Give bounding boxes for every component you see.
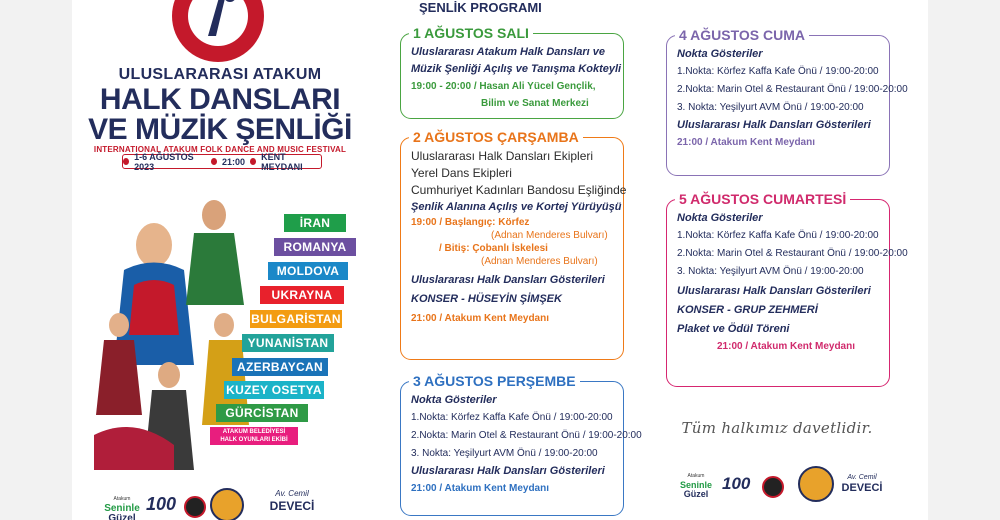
poster-date-bar [122, 151, 322, 172]
municipality-seal-icon [210, 488, 244, 520]
day4-line3: 2.Nokta: Marin Otel & Restaurant Önü / 19:00-20:00 [677, 84, 908, 95]
centenary-logo [146, 494, 176, 515]
day3-line3: 2.Nokta: Marin Otel & Restaurant Önü / 19:00-20:00 [411, 430, 642, 441]
day2-line4: Şenlik Alanına Açılış ve Kortej Yürüyüşü [411, 201, 622, 213]
country-azerbaycan: AZERBAYCAN [232, 358, 328, 376]
seninle-guzel-logo [100, 494, 144, 520]
day2-line6: (Adnan Menderes Bulvarı) [491, 230, 608, 241]
seninle-small-line1: Atakum [687, 473, 705, 479]
day3-line1: Nokta Gösteriler [411, 394, 497, 406]
country-yunanistan: YUNANİSTAN [242, 334, 334, 352]
day4-title: 4 AĞUSTOS CUMA [675, 26, 809, 44]
country-moldova: MOLDOVA [268, 262, 348, 280]
ekip-line2: HALK OYUNLARI EKİBİ [220, 437, 288, 443]
day2-title: 2 AĞUSTOS ÇARŞAMBA [409, 128, 583, 146]
ekip-line1: ATAKUM BELEDİYESİ [222, 429, 286, 435]
invitation-text: Tüm halkımız davetlidir. [681, 419, 873, 437]
day4-line1: Nokta Gösteriler [677, 48, 763, 60]
mayor-signature-small-line2: DEVECİ [841, 482, 883, 494]
poster-dates: 1-6 AĞUSTOS 2023 [134, 151, 194, 172]
day1-title: 1 AĞUSTOS SALI [409, 24, 533, 42]
left-margin-band [0, 0, 72, 520]
poster-title-small: ULUSLARARASI ATAKUM [118, 66, 322, 83]
poster-subtitle: INTERNATIONAL ATAKUM FOLK DANCE AND MUSIC FESTIVAL [93, 145, 347, 154]
clock-icon [211, 158, 217, 165]
day1-line3: 19:00 - 20:00 / Hasan Ali Yücel Gençlik, [411, 81, 596, 92]
day2-line1: Uluslararası Halk Dansları Ekipleri [411, 149, 594, 163]
day5-line2: 1.Nokta: Körfez Kaffa Kafe Önü / 19:00-20:00 [677, 230, 879, 241]
dancers-illustration [94, 175, 274, 470]
day2-line2: Yerel Dans Ekipleri [411, 166, 512, 180]
centenary-number: 100 [146, 494, 177, 514]
day5-card [666, 191, 908, 387]
day3-line2: 1.Nokta: Körfez Kaffa Kafe Önü / 19:00-20:00 [411, 412, 613, 423]
day3-line5: Uluslararası Halk Dansları Gösterileri [411, 465, 605, 477]
day5-line3: 2.Nokta: Marin Otel & Restaurant Önü / 19:00-20:00 [677, 248, 908, 259]
program-heading: ŞENLİK PROGRAMI [419, 0, 542, 15]
right-margin-band [928, 0, 1000, 520]
country-romanya: ROMANYA [274, 238, 356, 256]
day5-line5: Uluslararası Halk Dansları Gösterileri [677, 285, 871, 297]
day5-line6: KONSER - GRUP ZEHMERİ [677, 304, 818, 316]
seninle-logo-line1: Atakum [113, 496, 131, 502]
day5-line7: Plaket ve Ödül Töreni [677, 323, 790, 335]
ekip-badge [210, 427, 298, 445]
day2-line5: 19:00 / Başlangıç: Körfez [411, 217, 530, 228]
day2-line11: 21:00 / Atakum Kent Meydanı [411, 313, 550, 324]
mayor-signature-logo [252, 488, 332, 512]
municipality-seal-small-icon [798, 466, 834, 502]
mayor-signature-small [838, 472, 886, 494]
day5-line8: 21:00 / Atakum Kent Meydanı [717, 341, 856, 352]
day5-line1: Nokta Gösteriler [677, 212, 763, 224]
festival-poster [72, 0, 368, 520]
country-gurcistan: GÜRCİSTAN [216, 404, 308, 422]
mayor-signature-line1: Av. Cemil [275, 489, 309, 498]
day3-line6: 21:00 / Atakum Kent Meydanı [411, 483, 550, 494]
program-footer-logos [676, 462, 886, 506]
day4-line2: 1.Nokta: Körfez Kaffa Kafe Önü / 19:00-20:00 [677, 66, 879, 77]
seninle-logo-line3: Güzel [108, 513, 136, 520]
day1-line1: Uluslararası Atakum Halk Dansları ve [411, 46, 606, 58]
seninle-guzel-logo-small [678, 472, 714, 499]
day1-line4: Bilim ve Sanat Merkezi [481, 98, 589, 109]
country-bulgaristan: BULGARİSTAN [251, 312, 341, 326]
poster-venue: KENT MEYDANI [261, 151, 303, 172]
poster-footer-logos [72, 482, 368, 520]
calendar-icon [123, 158, 129, 165]
mayor-signature-small-line1: Av. Cemil [847, 474, 877, 481]
day4-card [666, 27, 908, 176]
day5-line4: 3. Nokta: Yeşilyurt AVM Önü / 19:00-20:00 [677, 266, 864, 277]
centenary-number-small: 100 [722, 474, 751, 493]
day2-line9: Uluslararası Halk Dansları Gösterileri [411, 274, 605, 286]
poster-title-line2: VE MÜZİK ŞENLİĞİ [88, 113, 352, 146]
country-iran: İRAN [284, 214, 346, 232]
day2-line8: (Adnan Menderes Bulvarı) [481, 256, 598, 267]
republic-seal-icon [184, 496, 206, 518]
day4-line5: Uluslararası Halk Dansları Gösterileri [677, 119, 871, 131]
location-pin-icon [250, 158, 256, 165]
day2-line10: KONSER - HÜSEYİN ŞİMŞEK [411, 293, 562, 305]
festival-emblem-logo [168, 0, 268, 66]
day5-title: 5 AĞUSTOS CUMARTESİ [675, 190, 850, 208]
day2-line3: Cumhuriyet Kadınları Bandosu Eşliğinde [411, 183, 627, 197]
day1-card [400, 25, 624, 119]
day3-title: 3 AĞUSTOS PERŞEMBE [409, 372, 580, 390]
day2-line7: / Bitiş: Çobanlı İskelesi [439, 243, 548, 254]
poster-time: 21:00 [221, 156, 245, 167]
mayor-signature-line2: DEVECİ [269, 499, 315, 513]
poster-title-line1: HALK DANSLARI [99, 83, 341, 116]
country-ukrayna: UKRAYNA [260, 286, 344, 304]
country-kuzey-osetya: KUZEY OSETYA [224, 381, 324, 399]
day3-line4: 3. Nokta: Yeşilyurt AVM Önü / 19:00-20:00 [411, 448, 598, 459]
day3-card [400, 373, 642, 516]
day1-line2: Müzik Şenliği Açılış ve Tanışma Kokteyli [411, 63, 622, 75]
centenary-logo-small [722, 474, 750, 494]
day4-line6: 21:00 / Atakum Kent Meydanı [677, 137, 816, 148]
seninle-small-line3: Güzel [683, 489, 709, 499]
day2-card [400, 129, 627, 360]
seninle-small-line2: Seninle [679, 480, 712, 490]
day4-line4: 3. Nokta: Yeşilyurt AVM Önü / 19:00-20:00 [677, 102, 864, 113]
seninle-logo-line2: Seninle [104, 503, 140, 514]
republic-seal-small-icon [762, 476, 784, 498]
